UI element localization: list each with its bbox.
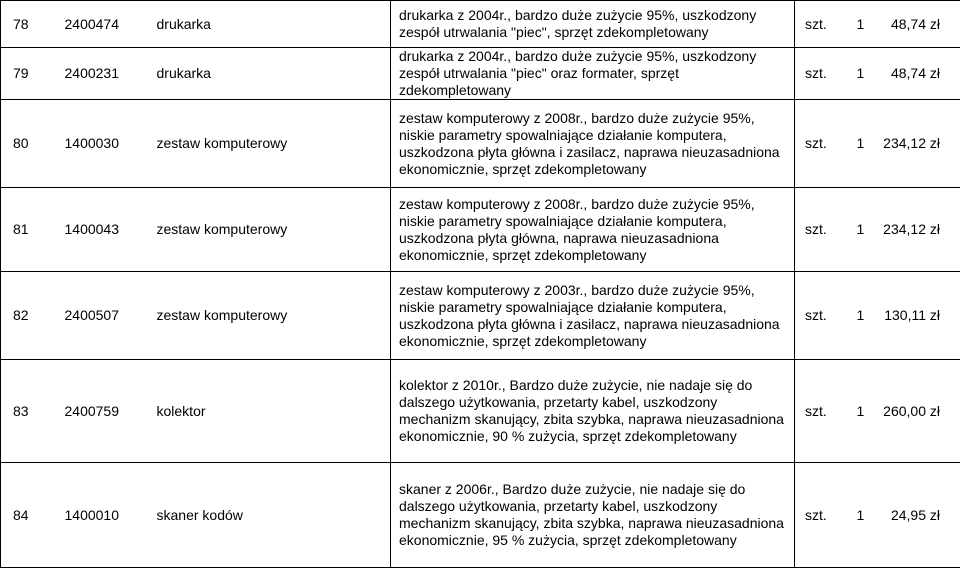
description-text: skaner z 2006r., Bardzo duże zużycie, nie nadaje się do dalszego użytkowania, przetarty kabel, uszkodzony mechanizm skanujący, zbita szybka, naprawa nieuzasadniona ekonomicznie, 95 % zużycia, sprzęt zdekompletowany [399, 481, 784, 548]
table-row [1, 360, 960, 463]
unit-cell: szt. [795, 463, 845, 568]
table-row [1, 463, 960, 568]
quantity-cell: 1 [845, 188, 875, 272]
table-row [1, 188, 960, 272]
item-name-cell: drukarka [153, 1, 391, 48]
row-number-cell: 82 [1, 272, 61, 360]
table-row [1, 100, 960, 188]
quantity-cell: 1 [845, 360, 875, 463]
value-cell: 130,11 zł [875, 272, 960, 360]
description-text: zestaw komputerowy z 2008r., bardzo duże zużycie 95%, niskie parametry spowalniające działanie komputera, uszkodzona płyta główna i zasilacz, naprawa nieuzasadniona ekonomicznie, sprzęt zdekompletowany [399, 109, 780, 177]
inventory-code-cell: 2400474 [61, 1, 153, 48]
inventory-code-cell: 2400507 [61, 272, 153, 360]
description-cell [391, 1, 795, 48]
item-name-cell: zestaw komputerowy [153, 188, 391, 272]
description-text: drukarka z 2004r., bardzo duże zużycie 95%, uszkodzony zespół utrwalania "piec", sprzęt zdekompletowany [399, 7, 757, 40]
row-number-cell: 83 [1, 360, 61, 463]
value-cell: 234,12 zł [875, 100, 960, 188]
item-name-cell: kolektor [153, 360, 391, 463]
quantity-cell: 1 [845, 1, 875, 48]
table-row [1, 48, 960, 100]
table-row [1, 272, 960, 360]
quantity-cell: 1 [845, 463, 875, 568]
value-cell: 260,00 zł [875, 360, 960, 463]
description-cell [391, 463, 795, 568]
description-text: zestaw komputerowy z 2008r., bardzo duże zużycie 95%, niskie parametry spowalniające działanie komputera, uszkodzona płyta główna, naprawa nieuzasadniona ekonomicznie, sprzęt zdekompletowany [399, 195, 755, 263]
unit-cell: szt. [795, 1, 845, 48]
quantity-cell: 1 [845, 100, 875, 188]
unit-cell: szt. [795, 100, 845, 188]
inventory-code-cell: 1400030 [61, 100, 153, 188]
inventory-code-cell: 2400231 [61, 48, 153, 100]
unit-cell: szt. [795, 272, 845, 360]
description-text: drukarka z 2004r., bardzo duże zużycie 95%, uszkodzony zespół utrwalania "piec" oraz formater, sprzęt zdekompletowany [399, 48, 757, 98]
unit-cell: szt. [795, 188, 845, 272]
value-cell: 48,74 zł [875, 1, 960, 48]
quantity-cell: 1 [845, 48, 875, 100]
description-cell [391, 272, 795, 360]
description-cell [391, 188, 795, 272]
item-name-cell: zestaw komputerowy [153, 100, 391, 188]
item-name-cell: zestaw komputerowy [153, 272, 391, 360]
description-cell [391, 360, 795, 463]
row-number-cell: 80 [1, 100, 61, 188]
description-cell [391, 100, 795, 188]
row-number-cell: 84 [1, 463, 61, 568]
table-body [1, 1, 960, 568]
description-text: zestaw komputerowy z 2003r., bardzo duże zużycie 95%, niskie parametry spowalniające działanie komputera, uszkodzona płyta główna i zasilacz, naprawa nieuzasadniona ekonomicznie, sprzęt zdekompletowany [399, 281, 780, 349]
inventory-code-cell: 2400759 [61, 360, 153, 463]
description-cell [391, 48, 795, 100]
item-name-cell: skaner kodów [153, 463, 391, 568]
row-number-cell: 81 [1, 188, 61, 272]
row-number-cell: 79 [1, 48, 61, 100]
quantity-cell: 1 [845, 272, 875, 360]
item-name-cell: drukarka [153, 48, 391, 100]
value-cell: 48,74 zł [875, 48, 960, 100]
table-row [1, 1, 960, 48]
value-cell: 234,12 zł [875, 188, 960, 272]
inventory-code-cell: 1400010 [61, 463, 153, 568]
unit-cell: szt. [795, 48, 845, 100]
unit-cell: szt. [795, 360, 845, 463]
value-cell: 24,95 zł [875, 463, 960, 568]
description-text: kolektor z 2010r., Bardzo duże zużycie, nie nadaje się do dalszego użytkowania, przetarty kabel, uszkodzony mechanizm skanujący, zbita szybka, naprawa nieuzasadniona ekonomicznie, 90 % zużycia, sprzęt zdekompletowany [399, 377, 784, 444]
inventory-code-cell: 1400043 [61, 188, 153, 272]
row-number-cell: 78 [1, 1, 61, 48]
